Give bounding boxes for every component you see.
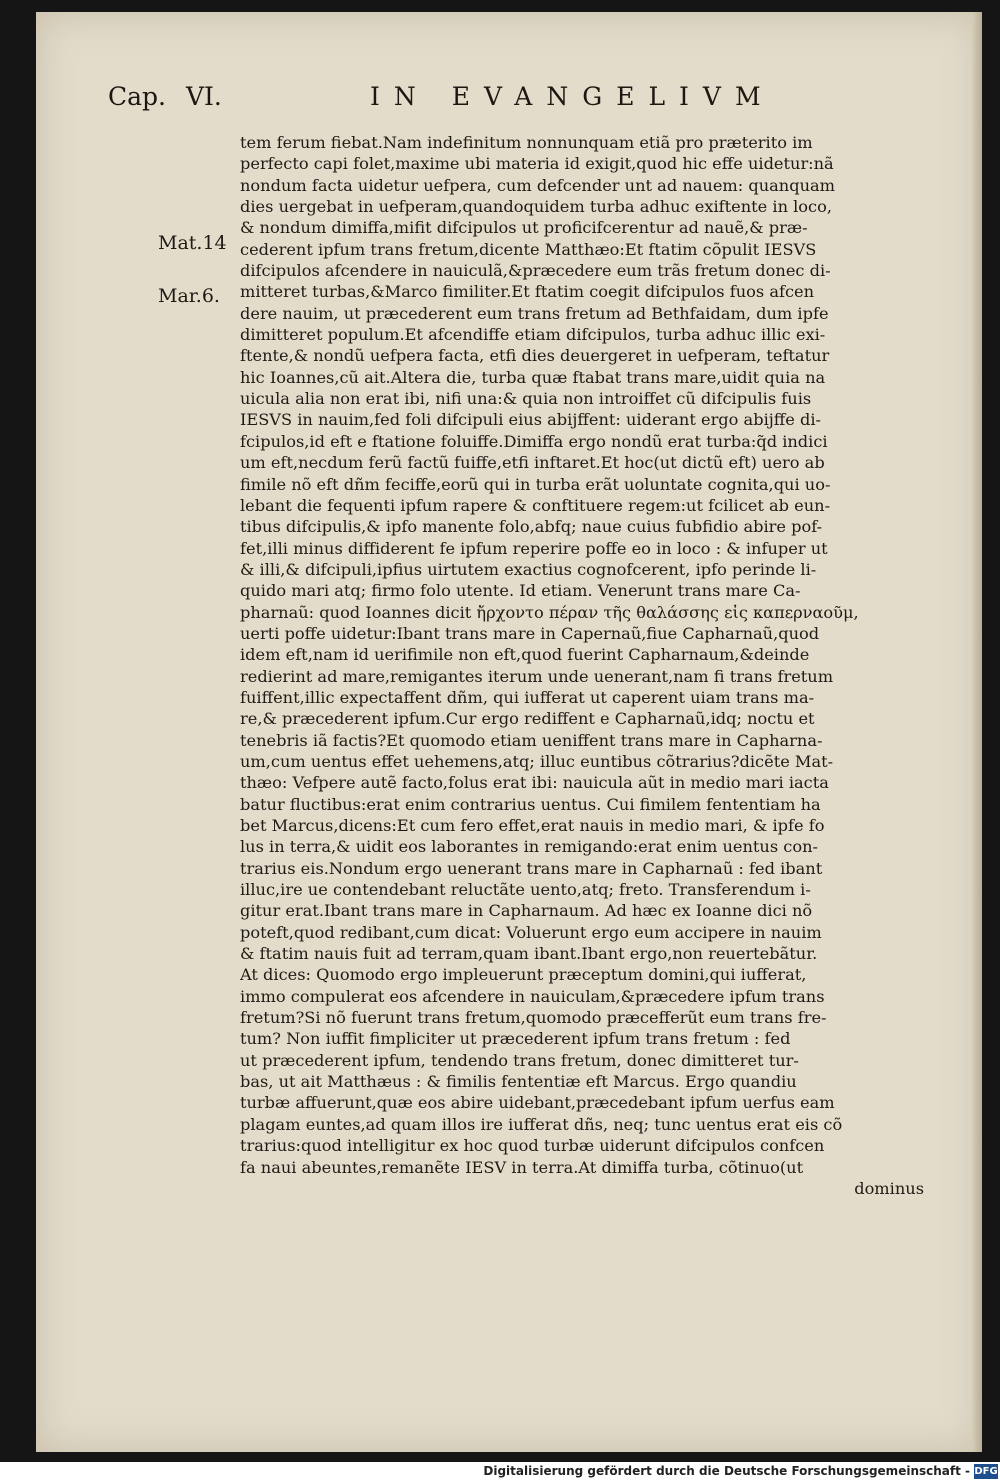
- margin-note-mark: Mar.6.: [158, 285, 220, 307]
- text-line: lus in terra,& uidit eos laborantes in remigando:erat enim uentus con-: [240, 837, 818, 857]
- catchword: dominus: [854, 1178, 924, 1198]
- dfg-logo: DFG: [974, 1466, 998, 1477]
- text-line: tum? Non iuffit fimpliciter ut præcederent ipfum trans fretum : fed: [240, 1029, 791, 1049]
- text-line: uicula alia non erat ibi, nifi una:& quia non introiffet cũ difcipulis fuis: [240, 389, 812, 409]
- text-line: turbæ affuerunt,quæ eos abire uidebant,præcedebant ipfum uerfus eam: [240, 1093, 835, 1113]
- dfg-credit: Digitalisierung gefördert durch die Deutsche Forschungsgemeinschaft -: [483, 1464, 970, 1478]
- text-line: gitur erat.Ibant trans mare in Capharnaum. Ad hæc ex Ioanne dici nõ: [240, 901, 813, 921]
- digitization-footer: [0, 1462, 1000, 1482]
- text-line: redierint ad mare,remigantes iterum unde uenerant,nam fi trans fretum: [240, 666, 834, 686]
- text-line: trarius eis.Nondum ergo uenerant trans mare in Capharnaũ : fed ibant: [240, 858, 823, 878]
- text-line: fuiffent,illic expectaffent dñm, qui iufferat ut caperent uiam trans ma-: [240, 687, 815, 707]
- text-line: batur fluctibus:erat enim contrarius uentus. Cui fimilem fententiam ha: [240, 794, 821, 814]
- book-page: [36, 12, 982, 1452]
- text-line: plagam euntes,ad quam illos ire iufferat dñs, neq; tunc uentus erat eis cõ: [240, 1114, 843, 1134]
- text-line: ftente,& nondũ uefpera facta, etfi dies deuergeret in uefperam, teftatur: [240, 346, 830, 366]
- text-line: At dices: Quomodo ergo impleuerunt præceptum domini,qui iufferat,: [240, 965, 807, 985]
- text-line: um,cum uentus effet uehemens,atq; illuc euntibus cõtrarius?dicẽte Mat-: [240, 751, 834, 771]
- header-chapter-number: VI.: [186, 82, 222, 111]
- text-line: IESVS in nauim,fed foli difcipuli eius abijffent: uiderant ergo abijffe di-: [240, 410, 822, 430]
- text-line: dies uergebat in uefperam,quandoquidem turba adhuc exiftente in loco,: [240, 197, 833, 217]
- text-line: tem ferum fiebat.Nam indefinitum nonnunquam etiã pro præterito im: [240, 133, 813, 152]
- text-line: poteft,quod redibant,cum dicat: Voluerunt ergo eum accipere in nauim: [240, 922, 822, 942]
- text-line: ut præcederent ipfum, tendendo trans fretum, donec dimitteret tur-: [240, 1050, 799, 1070]
- text-line: immo compulerat eos afcendere in nauiculam,&præcedere ipfum trans: [240, 986, 825, 1006]
- text-line: lebant die fequenti ipfum rapere & conftituere regem:ut fcilicet ab eun-: [240, 495, 831, 515]
- margin-note-matthew: Mat.14: [158, 232, 227, 254]
- text-line: cederent ipfum trans fretum,dicente Matthæo:Et ftatim cõpulit IESVS: [240, 239, 817, 259]
- text-line: fimile nõ eft dñm feciffe,eorũ qui in turba erãt uoluntate cognita,qui uo-: [240, 474, 831, 494]
- running-header: [108, 82, 828, 126]
- text-line: uerti poffe uidetur:Ibant trans mare in Capernaũ,fiue Capharnaũ,quod: [240, 623, 820, 643]
- text-line: fa naui abeuntes,remanẽte IESV in terra.At dimiffa turba, cõtinuo(ut: [240, 1157, 804, 1177]
- text-line: nondum facta uidetur uefpera, cum defcender unt ad nauem: quanquam: [240, 175, 836, 195]
- text-line: dimitteret populum.Et afcendiffe etiam difcipulos, turba adhuc illic exi-: [240, 325, 826, 345]
- text-line: illuc,ire ue contendebant reluctãte uento,atq; freto. Transferendum i-: [240, 880, 811, 900]
- text-line: & nondum dimiffa,mifit difcipulos ut proficifcerentur ad nauẽ,& præ-: [240, 218, 808, 238]
- text-line: tenebris iã factis?Et quomodo etiam ueniffent trans mare in Capharna-: [240, 730, 823, 750]
- text-line: hic Ioannes,cũ ait.Altera die, turba quæ ftabat trans mare,uidit quia na: [240, 367, 826, 387]
- text-line: mitteret turbas,&Marco fimiliter.Et ftatim coegit difcipulos fuos afcen: [240, 282, 815, 302]
- text-line: difcipulos afcendere in nauiculã,&præcedere eum trãs fretum donec di-: [240, 261, 831, 281]
- text-line: thæo: Vefpere autẽ facto,folus erat ibi: nauicula aũt in medio mari iacta: [240, 773, 829, 793]
- text-line: tibus difcipulis,& ipfo manente folo,abfq; naue cuius fubfidio abire pof-: [240, 517, 823, 537]
- header-title: IN EVANGELIVM: [370, 82, 775, 111]
- text-line: um eft,necdum ferũ factũ fuiffe,etfi inftaret.Et hoc(ut dictũ eft) uero ab: [240, 453, 825, 473]
- text-line: idem eft,nam id uerifimile non eft,quod fuerint Capharnaum,&deinde: [240, 645, 810, 665]
- text-line: fretum?Si nõ fuerunt trans fretum,quomodo præcefferũt eum trans fre-: [240, 1008, 827, 1028]
- text-line: quido mari atq; firmo folo utente. Id etiam. Venerunt trans mare Ca-: [240, 581, 801, 601]
- text-line: fcipulos,id eft e ftatione foluiffe.Dimiffa ergo nondũ erat turba:q̃d indici: [240, 431, 828, 451]
- text-line: bet Marcus,dicens:Et cum fero effet,erat nauis in medio mari, & ipfe fo: [240, 816, 825, 835]
- text-line: & illi,& difcipuli,ipfius uirtutem exactius cognofcerent, ipfo perinde li-: [240, 559, 817, 579]
- header-cap: Cap.: [108, 82, 166, 111]
- text-line: & ftatim nauis fuit ad terram,quam ibant.Ibant ergo,non reuertebãtur.: [240, 944, 818, 964]
- text-line: fet,illi minus diffiderent fe ipfum reperire poffe eo in loco : & infuper ut: [240, 538, 828, 558]
- text-line: dere nauim, ut præcederent eum trans fretum ad Bethfaidam, dum ipfe: [240, 303, 829, 323]
- main-text: [240, 132, 984, 1199]
- text-line: bas, ut ait Matthæus : & fimilis fententiæ eft Marcus. Ergo quandiu: [240, 1072, 797, 1092]
- text-line: trarius:quod intelligitur ex hoc quod turbæ uiderunt difcipulos confcen: [240, 1136, 825, 1156]
- text-line: pharnaũ: quod Ioannes dicit ἤρχοντο πέραν τῆς θαλάσσης εἰς καπερναοῦμ,: [240, 602, 859, 622]
- text-line: re,& præcederent ipfum.Cur ergo rediffent e Capharnaũ,idq; noctu et: [240, 709, 815, 729]
- text-line: perfecto capi folet,maxime ubi materia id exigit,quod hic effe uidetur:nã: [240, 154, 834, 174]
